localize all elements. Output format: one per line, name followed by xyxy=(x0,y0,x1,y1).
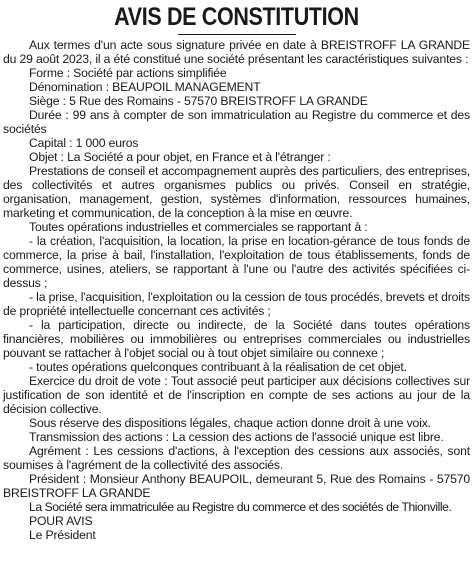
notice-droit-vote: Exercice du droit de vote : Tout associé peut participer aux décisions collectives sur justification de son identité et de l'inscription en compte de ses actions au jour de la décision collective. xyxy=(3,374,470,416)
notice-item-brevets: - la prise, l'acquisition, l'exploitation ou la cession de tous procédés, brevets et droits de propriété intellectuelle concernant ces activités ; xyxy=(3,290,470,318)
notice-body xyxy=(3,38,470,542)
notice-title: AVIS DE CONSTITUTION xyxy=(114,3,359,31)
notice-operations: Toutes opérations industrielles et commerciales se rapportant à : xyxy=(29,220,368,234)
notice-siege: Siège : 5 Rue des Romains - 57570 BREISTROFF LA GRANDE xyxy=(29,94,368,108)
notice-forme: Forme : Société par actions simplifiée xyxy=(29,66,227,80)
notice-agrement: Agrément : Les cessions d'actions, à l'exception des cessions aux associés, sont soumises à l'agrément de la collectivité des associés. xyxy=(3,444,470,472)
title-underline xyxy=(178,34,296,35)
notice-signature: Le Président xyxy=(29,528,96,542)
notice-pour-avis: POUR AVIS xyxy=(29,514,93,528)
notice-reserve: Sous réserve des dispositions légales, chaque action donne droit à une voix. xyxy=(29,416,431,430)
notice-item-participation: - la participation, directe ou indirecte, de la Société dans toutes opérations financières, mobilières ou immobilières ou entreprises commerciales ou industrielles pouvant se rattacher à l'objet social ou à tout objet similaire ou connexe ; xyxy=(3,318,470,360)
notice-intro: Aux termes d'un acte sous signature privée en date à BREISTROFF LA GRANDE du 29 août 2023, il a été constitué une société présentant les caractéristiques suivantes : xyxy=(3,38,470,66)
notice-duree: Durée : 99 ans à compter de son immatriculation au Registre du commerce et des sociétés xyxy=(3,108,470,136)
notice-denomination: Dénomination : BEAUPOIL MANAGEMENT xyxy=(29,80,261,94)
notice-transmission: Transmission des actions : La cession des actions de l'associé unique est libre. xyxy=(29,430,444,444)
notice-item-toutes: - toutes opérations quelconques contribuant à la réalisation de cet objet. xyxy=(29,360,407,374)
notice-president: Président : Monsieur Anthony BEAUPOIL, demeurant 5, Rue des Romains - 57570 BREISTROFF LA GRANDE xyxy=(3,472,470,500)
notice-objet: Objet : La Société a pour objet, en France et à l'étranger : xyxy=(29,150,331,164)
notice-prestations: Prestations de conseil et accompagnement auprès des particuliers, des entreprises, des collectivités et autres organismes publics ou privés. Conseil en stratégie, organisation, management, gestion, systèmes d'information, ressources humaines, marketing et communication, de la conception à la mise en œuvre. xyxy=(3,164,470,220)
notice-capital: Capital : 1 000 euros xyxy=(29,136,139,150)
notice-immatriculation: La Société sera immatriculée au Registre du commerce et des sociétés de Thionville. xyxy=(29,500,452,514)
notice-item-creation: - la création, l'acquisition, la location, la prise en location-gérance de tous fonds de commerce, la prise à bail, l'installation, l'exploitation de tous établissements, fonds de commerce, usines, ateliers, se rapportant à l'une ou l'autre des activités spécifiées ci-dessus ; xyxy=(3,234,470,290)
